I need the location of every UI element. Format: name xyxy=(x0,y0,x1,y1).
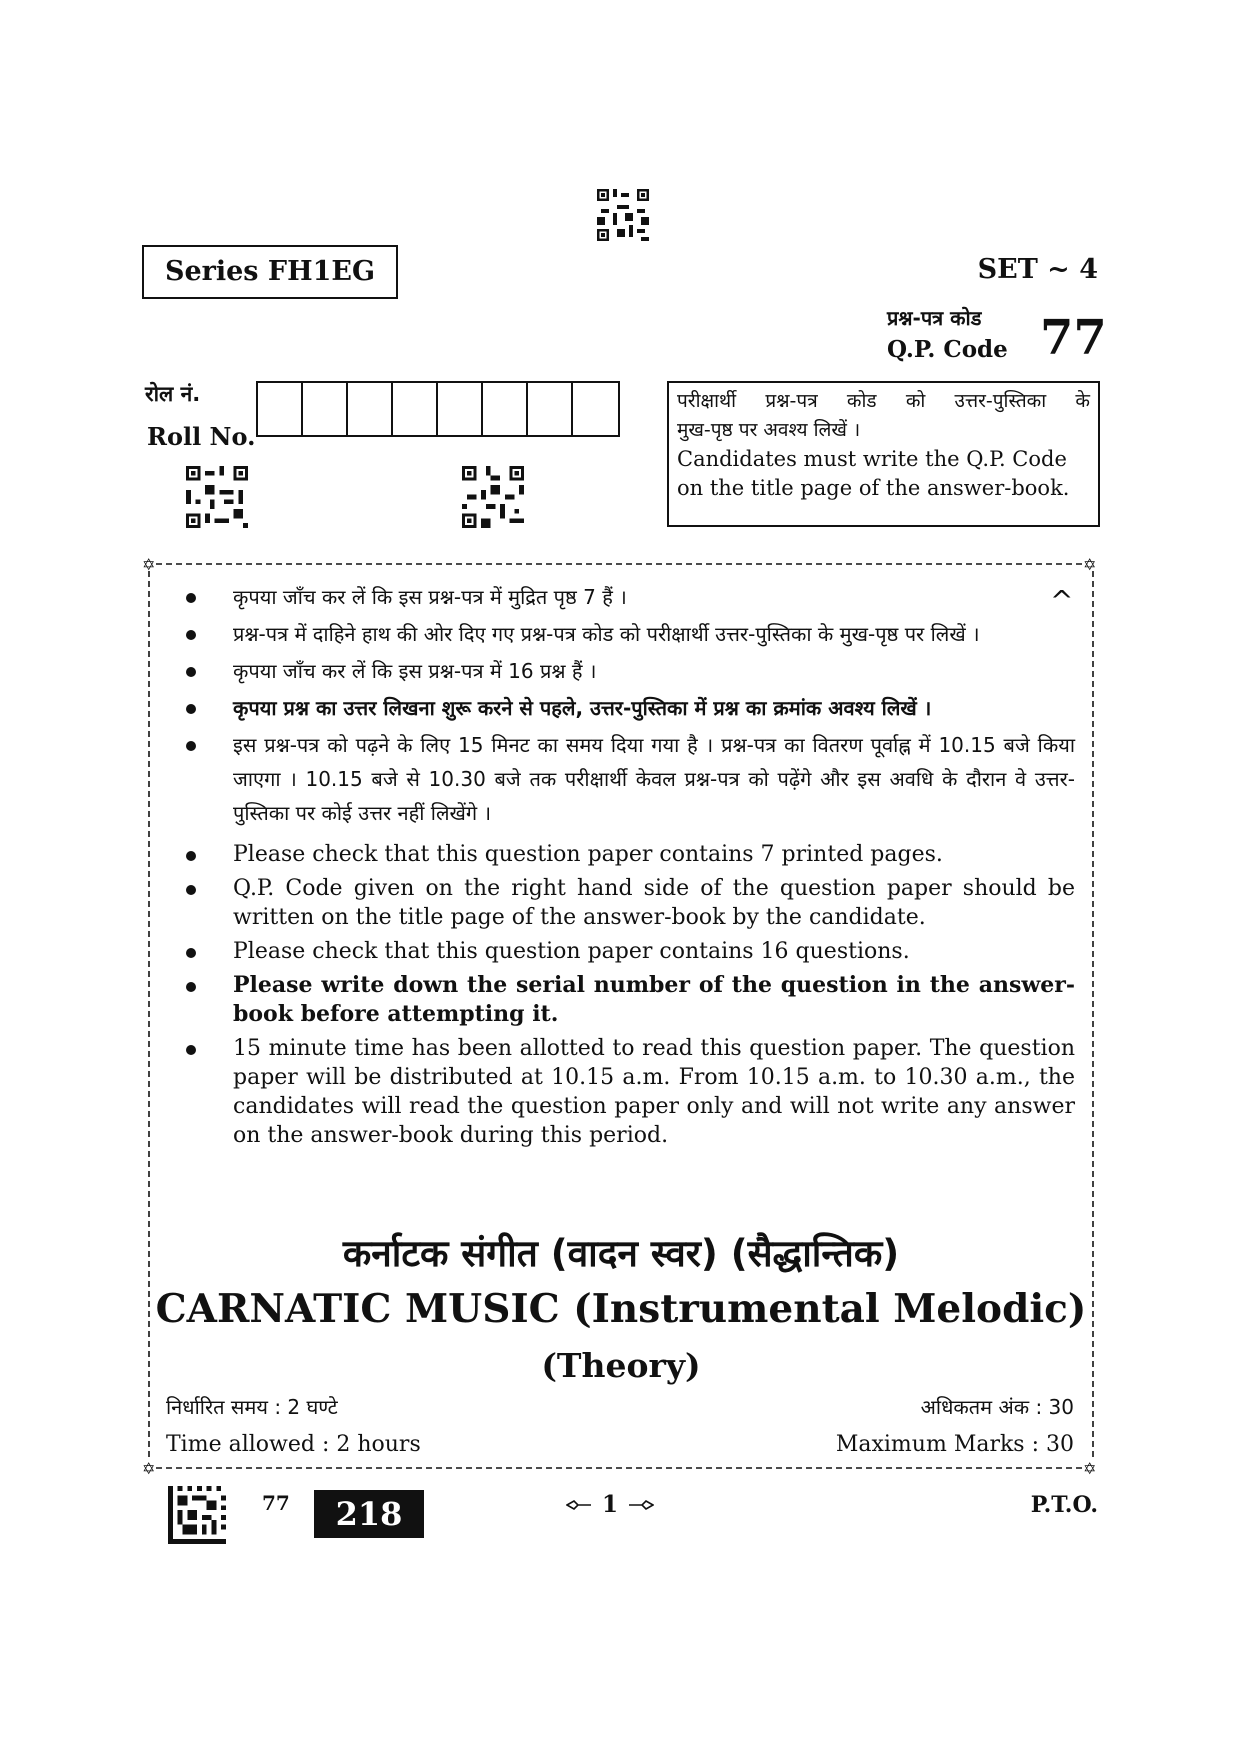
qp-code-label: Q.P. Code xyxy=(887,336,1008,363)
bullet-icon xyxy=(186,630,196,640)
page-number-group xyxy=(566,1491,654,1518)
instruction-english-4: Please write down the serial number of the question in the answer-book before attempting it. xyxy=(233,972,1075,1027)
bullet-icon xyxy=(186,593,196,603)
qr-code-top xyxy=(597,189,649,241)
roll-number-cell[interactable] xyxy=(393,383,438,435)
instruction-hindi-2: प्रश्न-पत्र में दाहिने हाथ की ओर दिए गए प्रश्न-पत्र कोड को परीक्षार्थी उत्तर-पुस्तिका के मुख-पृष्ठ पर लिखें । xyxy=(233,622,980,646)
instruction-english-3: Please check that this question paper contains 16 questions. xyxy=(233,939,910,964)
qp-code-number: 77 xyxy=(1040,310,1107,366)
qp-code-hindi-label: प्रश्न-पत्र कोड xyxy=(887,306,982,330)
instruction-item xyxy=(181,840,1075,869)
roll-number-cell[interactable] xyxy=(348,383,393,435)
svg-text:✡: ✡ xyxy=(1083,557,1097,574)
bullet-icon xyxy=(186,741,196,751)
page-number: 1 xyxy=(602,1491,619,1518)
series-label: Series FH1EG xyxy=(142,245,398,299)
caret-mark: ^ xyxy=(1050,584,1074,617)
instruction-english-5: 15 minute time has been allotted to read this question paper. The question paper will be distributed at 10.15 a.m. From 10.15 a.m. to 10.30 a.m., the candidates will read the question paper only and will not write any answer on the answer-book during this period. xyxy=(233,1036,1075,1148)
notice-english: Candidates must write the Q.P. Code on the title page of the answer-book. xyxy=(677,447,1070,500)
roll-number-cell[interactable] xyxy=(438,383,483,435)
footer-code-box: 218 xyxy=(314,1490,424,1538)
instruction-item xyxy=(181,971,1075,1029)
bullet-icon xyxy=(186,885,196,895)
roll-number-cell[interactable] xyxy=(573,383,618,435)
qr-code-left xyxy=(186,466,248,528)
notice-hindi-line1: परीक्षार्थी प्रश्न-पत्र कोड को उत्तर-पुस्तिका के xyxy=(677,390,1090,412)
bullet-icon xyxy=(186,1045,196,1055)
instruction-item xyxy=(181,1034,1075,1150)
maximum-marks-hindi: अधिकतम अंक : 30 xyxy=(920,1395,1074,1419)
subject-title-hindi: कर्नाटक संगीत (वादन स्वर) (सैद्धान्तिक) xyxy=(342,1232,900,1275)
roll-number-cell[interactable] xyxy=(483,383,528,435)
instruction-hindi-1: कृपया जाँच कर लें कि इस प्रश्न-पत्र में मुद्रित पृष्ठ 7 हैं । xyxy=(233,585,627,609)
roll-number-hindi-label: रोल नं. xyxy=(145,382,201,406)
roll-number-boxes[interactable] xyxy=(256,381,620,437)
svg-text:✡: ✡ xyxy=(142,557,156,574)
time-allowed: Time allowed : 2 hours xyxy=(166,1432,421,1457)
instruction-english-2: Q.P. Code given on the right hand side of the question paper should be written on the title page of the answer-book by the candidate. xyxy=(233,876,1075,930)
instruction-item xyxy=(181,874,1075,932)
qr-code-right xyxy=(462,466,524,528)
left-ornament-icon xyxy=(566,1499,592,1511)
subject-subtitle: (Theory) xyxy=(541,1346,701,1385)
instruction-item xyxy=(181,728,1075,830)
instructions-list xyxy=(181,580,1075,1150)
roll-number-cell[interactable] xyxy=(258,383,303,435)
instruction-item xyxy=(181,691,1075,725)
footer-qp-code: 77 xyxy=(262,1491,290,1515)
set-label: SET ~ 4 xyxy=(977,254,1098,285)
svg-text:✡: ✡ xyxy=(142,1459,156,1475)
bullet-icon xyxy=(186,982,196,992)
subject-title: CARNATIC MUSIC (Instrumental Melodic) xyxy=(155,1286,1087,1332)
bullet-icon xyxy=(186,851,196,861)
instruction-item xyxy=(181,654,1075,688)
roll-number-cell[interactable] xyxy=(303,383,348,435)
time-allowed-hindi: निर्धारित समय : 2 घण्टे xyxy=(166,1395,338,1419)
right-ornament-icon xyxy=(628,1499,654,1511)
roll-number-label: Roll No. xyxy=(147,422,256,451)
instruction-item xyxy=(181,580,1075,614)
bullet-icon xyxy=(186,948,196,958)
datamatrix-barcode xyxy=(168,1486,226,1544)
maximum-marks: Maximum Marks : 30 xyxy=(835,1432,1074,1457)
instruction-item xyxy=(181,617,1075,651)
instruction-hindi-5: इस प्रश्न-पत्र को पढ़ने के लिए 15 मिनट का समय दिया गया है । प्रश्न-पत्र का वितरण पूर्वाह्न में 10.15 बजे किया जाएगा । 10.15 बजे से 10.30 बजे तक परीक्षार्थी केवल प्रश्न-पत्र को पढ़ेंगे और इस अवधि के दौरान वे उत्तर-पुस्तिका पर कोई उत्तर नहीं लिखेंगे । xyxy=(233,733,1075,825)
roll-number-cell[interactable] xyxy=(528,383,573,435)
instruction-hindi-4: कृपया प्रश्न का उत्तर लिखना शुरू करने से पहले, उत्तर-पुस्तिका में प्रश्न का क्रमांक अवश्य लिखें । xyxy=(233,696,932,720)
please-turn-over: P.T.O. xyxy=(1030,1492,1098,1518)
instruction-hindi-3: कृपया जाँच कर लें कि इस प्रश्न-पत्र में 16 प्रश्न हैं । xyxy=(233,659,597,683)
svg-text:✡: ✡ xyxy=(1083,1459,1097,1475)
instruction-item xyxy=(181,937,1075,966)
instruction-english-1: Please check that this question paper contains 7 printed pages. xyxy=(233,842,943,867)
notice-hindi-line2: मुख-पृष्ठ पर अवश्य लिखें । xyxy=(677,419,861,441)
qp-code-notice-box xyxy=(667,381,1100,527)
bullet-icon xyxy=(186,667,196,677)
bullet-icon xyxy=(186,704,196,714)
